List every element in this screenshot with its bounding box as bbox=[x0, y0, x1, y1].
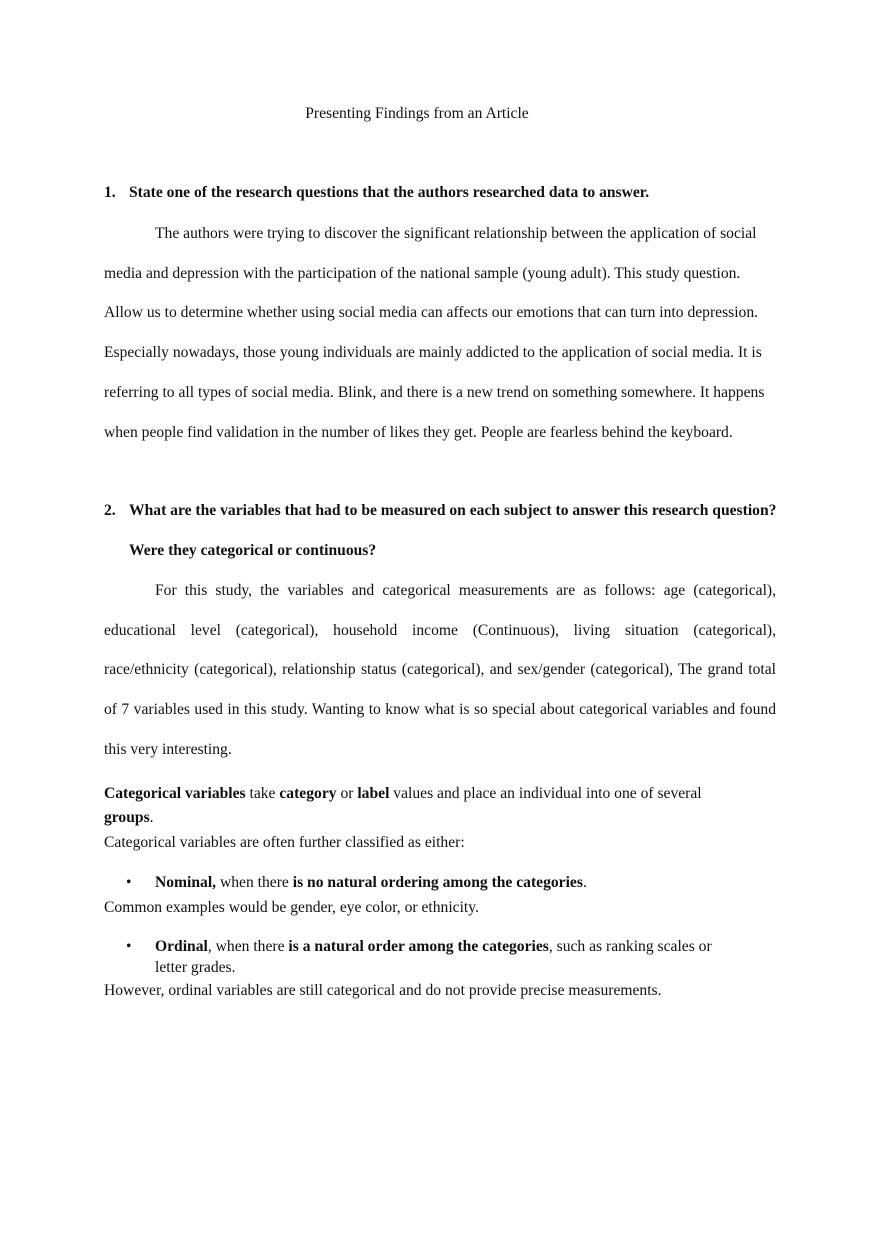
bullet-ordinal bbox=[104, 936, 744, 978]
bullet-emphasis: is no natural ordering among the categories bbox=[292, 874, 583, 891]
question-1-text: State one of the research questions that the authors researched data to answer. bbox=[129, 184, 650, 201]
definition-text: take bbox=[245, 785, 280, 802]
nominal-examples: Common examples would be gender, eye color, or ethnicity. bbox=[104, 899, 479, 916]
categorical-definition bbox=[104, 782, 744, 829]
question-1 bbox=[104, 173, 794, 213]
bullet-term: Ordinal bbox=[155, 938, 208, 955]
bullet-text: , when there bbox=[207, 938, 289, 955]
answer-2-text: For this study, the variables and categorical measurements are as follows: age (categorical), educational level (categorical), household income (Continuous), living situation (categorical), race/ethnicity (categorical), relationship status (categorical), and sex/gender (categorical), The grand total of 7 variables used in this study. Wanting to know what is so special about categorical variables and found this very interesting. bbox=[104, 582, 776, 758]
bullet-text: . bbox=[582, 874, 587, 891]
definition-text: or bbox=[336, 785, 358, 802]
document-title: Presenting Findings from an Article bbox=[305, 105, 529, 122]
answer-1-paragraph bbox=[104, 214, 780, 452]
definition-groups: groups bbox=[104, 808, 150, 826]
bullet-ordinal-text bbox=[155, 936, 744, 978]
question-2 bbox=[104, 491, 794, 571]
definition-category: category bbox=[279, 785, 337, 802]
question-2-text: What are the variables that had to be measured on each subject to answer this research question? Were they categorical or continuous? bbox=[129, 502, 777, 559]
question-2-number: 2. bbox=[104, 502, 116, 519]
bullet-text: when there bbox=[216, 874, 293, 891]
bullet-text: , such as ranking scales or letter grades. bbox=[155, 938, 712, 976]
bullet-icon: • bbox=[126, 874, 132, 891]
ordinal-note: However, ordinal variables are still categorical and do not provide precise measurements. bbox=[104, 982, 662, 999]
definition-text: values and place an individual into one of several bbox=[389, 785, 702, 802]
bullet-emphasis: is a natural order among the categories bbox=[288, 938, 549, 955]
definition-label: label bbox=[357, 785, 390, 802]
bullet-nominal bbox=[104, 872, 744, 893]
question-1-number: 1. bbox=[104, 184, 116, 201]
bullet-term: Nominal, bbox=[155, 874, 217, 891]
bullet-nominal-text bbox=[155, 872, 744, 893]
bullet-icon: • bbox=[126, 938, 132, 955]
definition-term: Categorical variables bbox=[104, 785, 246, 802]
classification-intro: Categorical variables are often further classified as either: bbox=[104, 834, 465, 851]
answer-2-paragraph bbox=[104, 571, 776, 770]
answer-1-text: The authors were trying to discover the significant relationship between the application of social media and depression with the participation of the national sample (young adult). This study question. Allow us to determine whether using social media can affects our emotions that can turn into depression. Especially nowadays, those young individuals are mainly addicted to the application of social media. It is referring to all types of social media. Blink, and there is a new trend on something somewhere. It happens when people find validation in the number of likes they get. People are fearless behind the keyboard. bbox=[104, 225, 765, 441]
definition-text: . bbox=[149, 808, 154, 826]
